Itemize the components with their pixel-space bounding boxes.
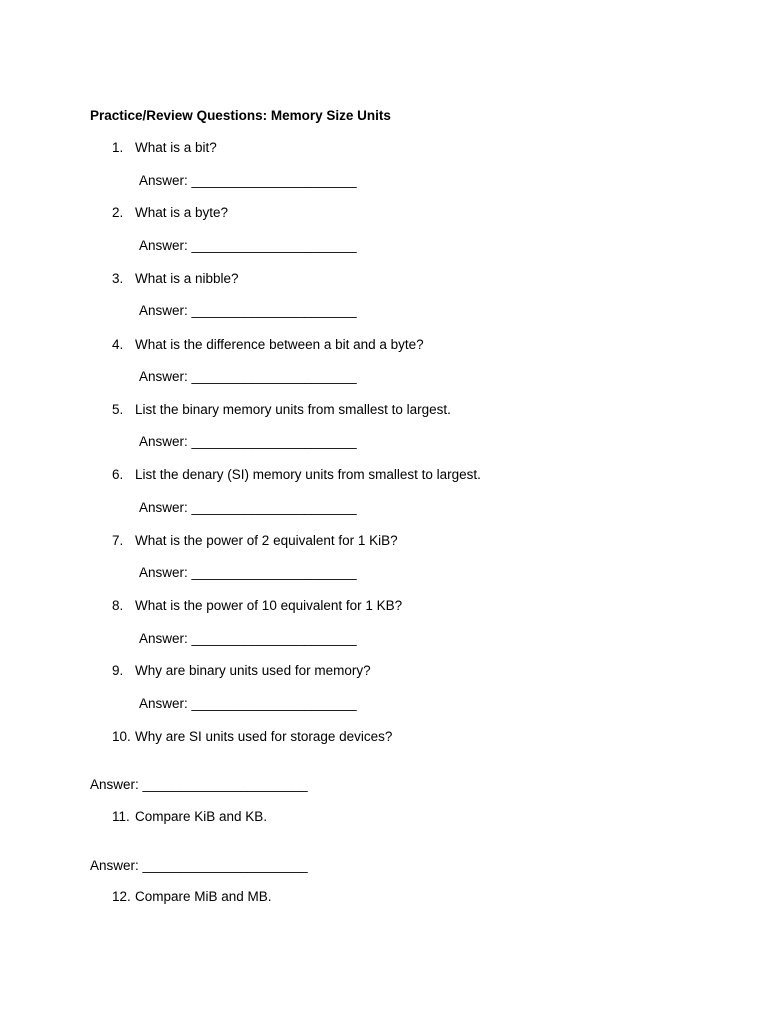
question-number: 10.: [112, 729, 131, 744]
question-number: 8.: [112, 598, 124, 613]
answer-line-8: Answer: ______________________: [139, 631, 357, 646]
question-text: What is a byte?: [135, 205, 229, 220]
question-number: 3.: [112, 271, 124, 286]
question-12: [112, 889, 272, 904]
question-9: [112, 663, 371, 678]
answer-line-1: Answer: ______________________: [139, 173, 357, 188]
answer-line-11: Answer: ______________________: [90, 858, 308, 873]
question-3: [112, 271, 239, 286]
question-number: 11.: [112, 809, 130, 824]
question-7: [112, 533, 398, 548]
question-2: [112, 205, 228, 220]
question-6: [112, 467, 481, 482]
question-1: [112, 140, 217, 155]
question-number: 1.: [112, 140, 124, 155]
answer-line-4: Answer: ______________________: [139, 369, 357, 384]
question-text: Compare MiB and MB.: [135, 889, 272, 904]
answer-line-7: Answer: ______________________: [139, 565, 357, 580]
question-text: What is the difference between a bit and a byte?: [135, 337, 424, 352]
question-number: 6.: [112, 467, 124, 482]
question-text: What is the power of 2 equivalent for 1 KiB?: [135, 533, 398, 548]
question-number: 5.: [112, 402, 124, 417]
question-text: Why are binary units used for memory?: [135, 663, 371, 678]
question-4: [112, 337, 424, 352]
question-text: What is a nibble?: [135, 271, 239, 286]
question-text: What is the power of 10 equivalent for 1 KB?: [135, 598, 403, 613]
answer-line-9: Answer: ______________________: [139, 696, 357, 711]
answer-line-2: Answer: ______________________: [139, 238, 357, 253]
answer-line-5: Answer: ______________________: [139, 434, 357, 449]
question-11: [112, 809, 267, 824]
question-number: 7.: [112, 533, 124, 548]
question-10: [112, 729, 392, 744]
question-number: 2.: [112, 205, 124, 220]
question-5: [112, 402, 451, 417]
question-text: List the binary memory units from smallest to largest.: [135, 402, 451, 417]
question-number: 4.: [112, 337, 124, 352]
worksheet-title: Practice/Review Questions: Memory Size Units: [90, 108, 391, 123]
answer-line-3: Answer: ______________________: [139, 303, 357, 318]
question-text: Compare KiB and KB.: [135, 809, 268, 824]
question-text: What is a bit?: [135, 140, 217, 155]
answer-line-6: Answer: ______________________: [139, 500, 357, 515]
question-text: Why are SI units used for storage devices?: [135, 729, 393, 744]
question-number: 12.: [112, 889, 131, 904]
question-8: [112, 598, 402, 613]
answer-line-10: Answer: ______________________: [90, 777, 308, 792]
question-text: List the denary (SI) memory units from smallest to largest.: [135, 467, 481, 482]
question-number: 9.: [112, 663, 124, 678]
